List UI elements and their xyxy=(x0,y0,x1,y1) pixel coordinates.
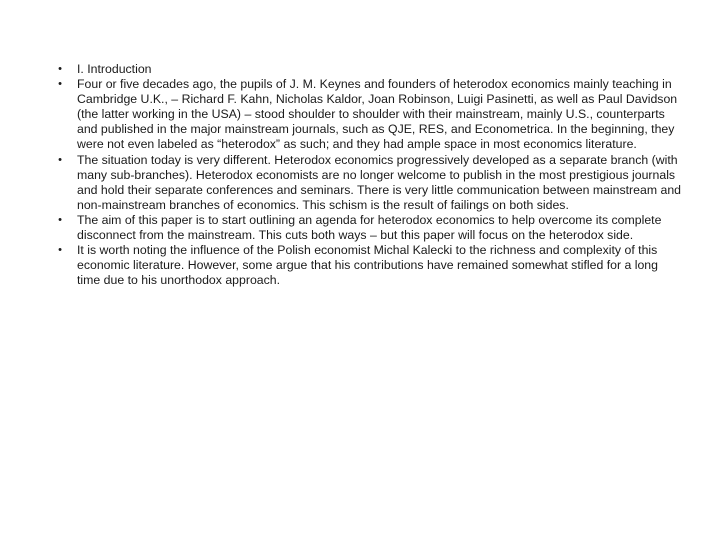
bullet-icon: • xyxy=(58,63,62,75)
bullet-item-situation xyxy=(56,153,682,213)
bullet-item-aim xyxy=(56,213,682,243)
bullet-item-history xyxy=(56,77,682,152)
bullet-text: The situation today is very different. Heterodox economics progressively developed as a separate branch (with many sub-branches). Heterodox economists are no longer welcome to publish in the most prestigious journals and hold their separate conferences and seminars. There is very little communication between mainstream and non-mainstream branches of economics. This schism is the result of failings on both sides. xyxy=(77,152,682,212)
bullet-text: The aim of this paper is to start outlining an agenda for heterodox economics to help overcome its complete disconnect from the mainstream. This cuts both ways – but this paper will focus on the heterodox side. xyxy=(77,212,662,243)
bullet-icon: • xyxy=(58,213,62,226)
slide-body xyxy=(56,62,682,288)
bullet-text: Four or five decades ago, the pupils of J. M. Keynes and founders of heterodox economics mainly teaching in Cambridge U.K., – Richard F. Kahn, Nicholas Kaldor, Joan Robinson, Luigi Pasinetti, as well as Paul Davidson (the latter working in the USA) – stood shoulder to shoulder with their mainstream, mainly U.S., counterparts and published in the major mainstream journals, such as QJE, RES, and Econometrica. In the beginning, they were not even labeled as “heterodox” as such; and they had ample space in most economics literature. xyxy=(77,77,678,152)
bullet-icon: • xyxy=(58,153,62,166)
bullet-icon: • xyxy=(58,244,62,257)
bullet-icon: • xyxy=(58,78,62,91)
section-heading: I. Introduction xyxy=(77,62,152,76)
bullet-item-introduction xyxy=(56,62,682,77)
bullet-item-kalecki xyxy=(56,243,682,288)
bullet-text: It is worth noting the influence of the Polish economist Michal Kalecki to the richness and complexity of this economic literature. However, some argue that his contributions have remained somewhat stifled for a long time due to his unorthodox approach. xyxy=(77,243,658,288)
bullet-list xyxy=(56,62,682,288)
